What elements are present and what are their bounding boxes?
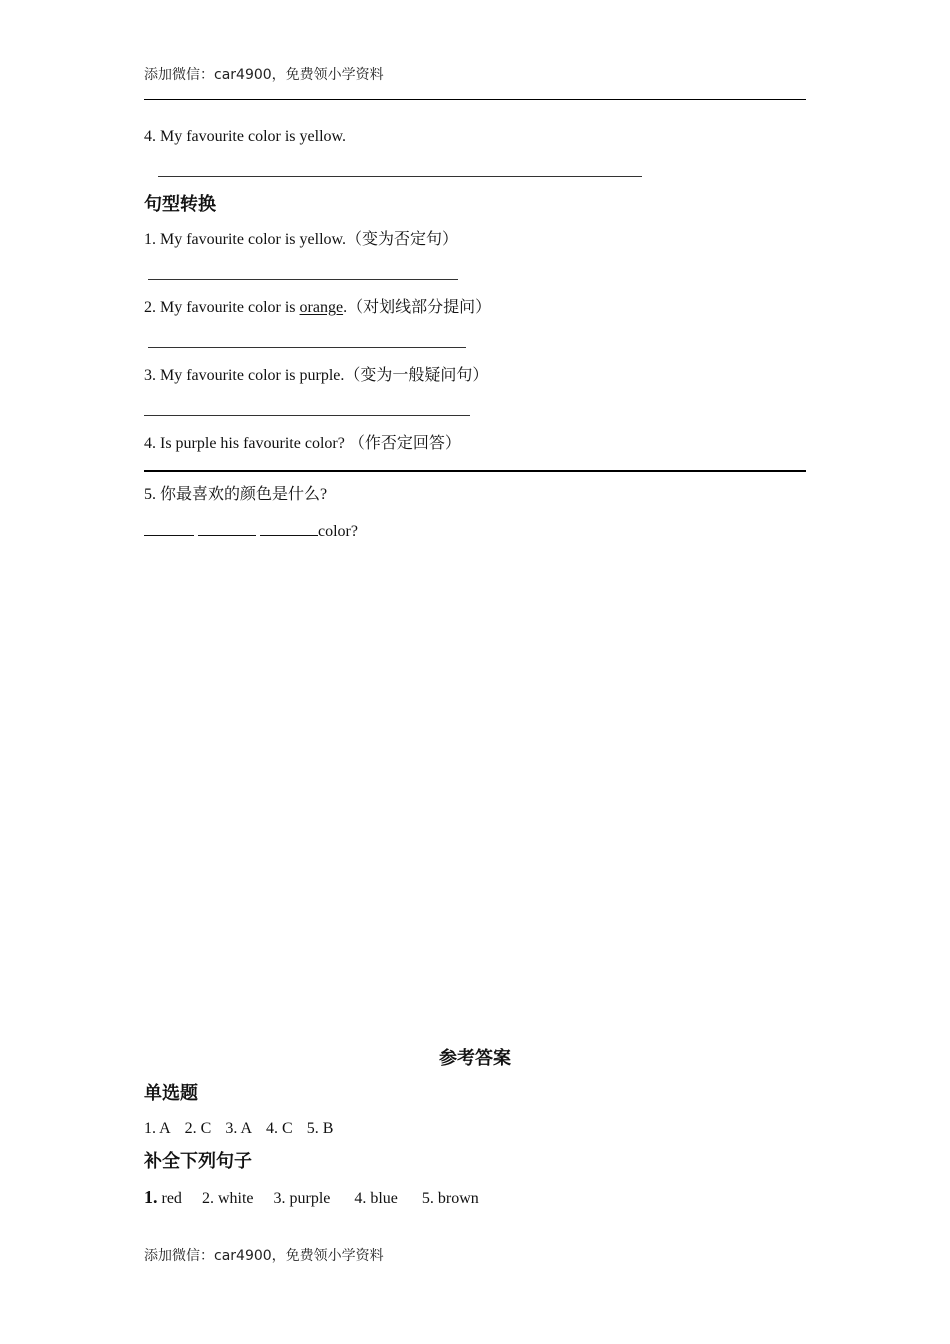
answer-line-q3 (144, 415, 470, 416)
blank-1 (144, 519, 194, 536)
transform-q2 (144, 298, 491, 318)
fill-answer: 2. white (201, 1190, 254, 1207)
header-note: 添加微信：car4900，免费领小学资料 (144, 67, 384, 83)
section-title-transform: 句型转换 (144, 194, 216, 215)
fill-section-title: 补全下列句子 (144, 1151, 252, 1172)
blank-2 (198, 519, 256, 536)
transform-q5-blanks (144, 519, 358, 542)
fill-answer: 4. blue (354, 1190, 398, 1207)
answer-line-prev-4 (158, 176, 642, 177)
mc-answer: 5. B (306, 1120, 334, 1137)
transform-q4: 4. Is purple his favourite color? （作否定回答） (144, 435, 461, 452)
answer-line-q2 (148, 347, 466, 348)
q2-prefix: 2. My favourite color is (144, 299, 300, 316)
q2-suffix: .（对划线部分提问） (343, 299, 492, 316)
prev-item-4: 4. My favourite color is yellow. (144, 128, 347, 145)
header-rule (144, 99, 806, 100)
mc-answers (144, 1119, 347, 1139)
mc-answer: 2. C (184, 1120, 212, 1137)
fill-answer-1-word: red (157, 1190, 182, 1207)
mc-section-title: 单选题 (144, 1083, 198, 1104)
blank-3 (260, 519, 318, 536)
q5-tail: color? (318, 523, 358, 540)
fill-answer-1 (144, 1187, 182, 1207)
answer-line-q4 (144, 470, 806, 472)
fill-answers (144, 1187, 499, 1209)
footer-note: 添加微信：car4900，免费领小学资料 (144, 1248, 384, 1264)
answer-line-q1 (148, 279, 458, 280)
transform-q3: 3. My favourite color is purple.（变为一般疑问句） (144, 367, 489, 384)
fill-answer: 5. brown (421, 1190, 479, 1207)
transform-q1: 1. My favourite color is yellow.（变为否定句） (144, 231, 459, 248)
q2-underlined-word: orange (299, 299, 344, 316)
fill-answer-1-number: 1. (144, 1187, 158, 1207)
fill-answer: 3. purple (273, 1190, 331, 1207)
answer-key-title: 参考答案 (439, 1048, 511, 1069)
mc-answer: 3. A (225, 1120, 253, 1137)
mc-answer: 1. A (144, 1120, 171, 1137)
transform-q5: 5. 你最喜欢的颜色是什么? (144, 486, 328, 503)
mc-answer: 4. C (266, 1120, 293, 1137)
